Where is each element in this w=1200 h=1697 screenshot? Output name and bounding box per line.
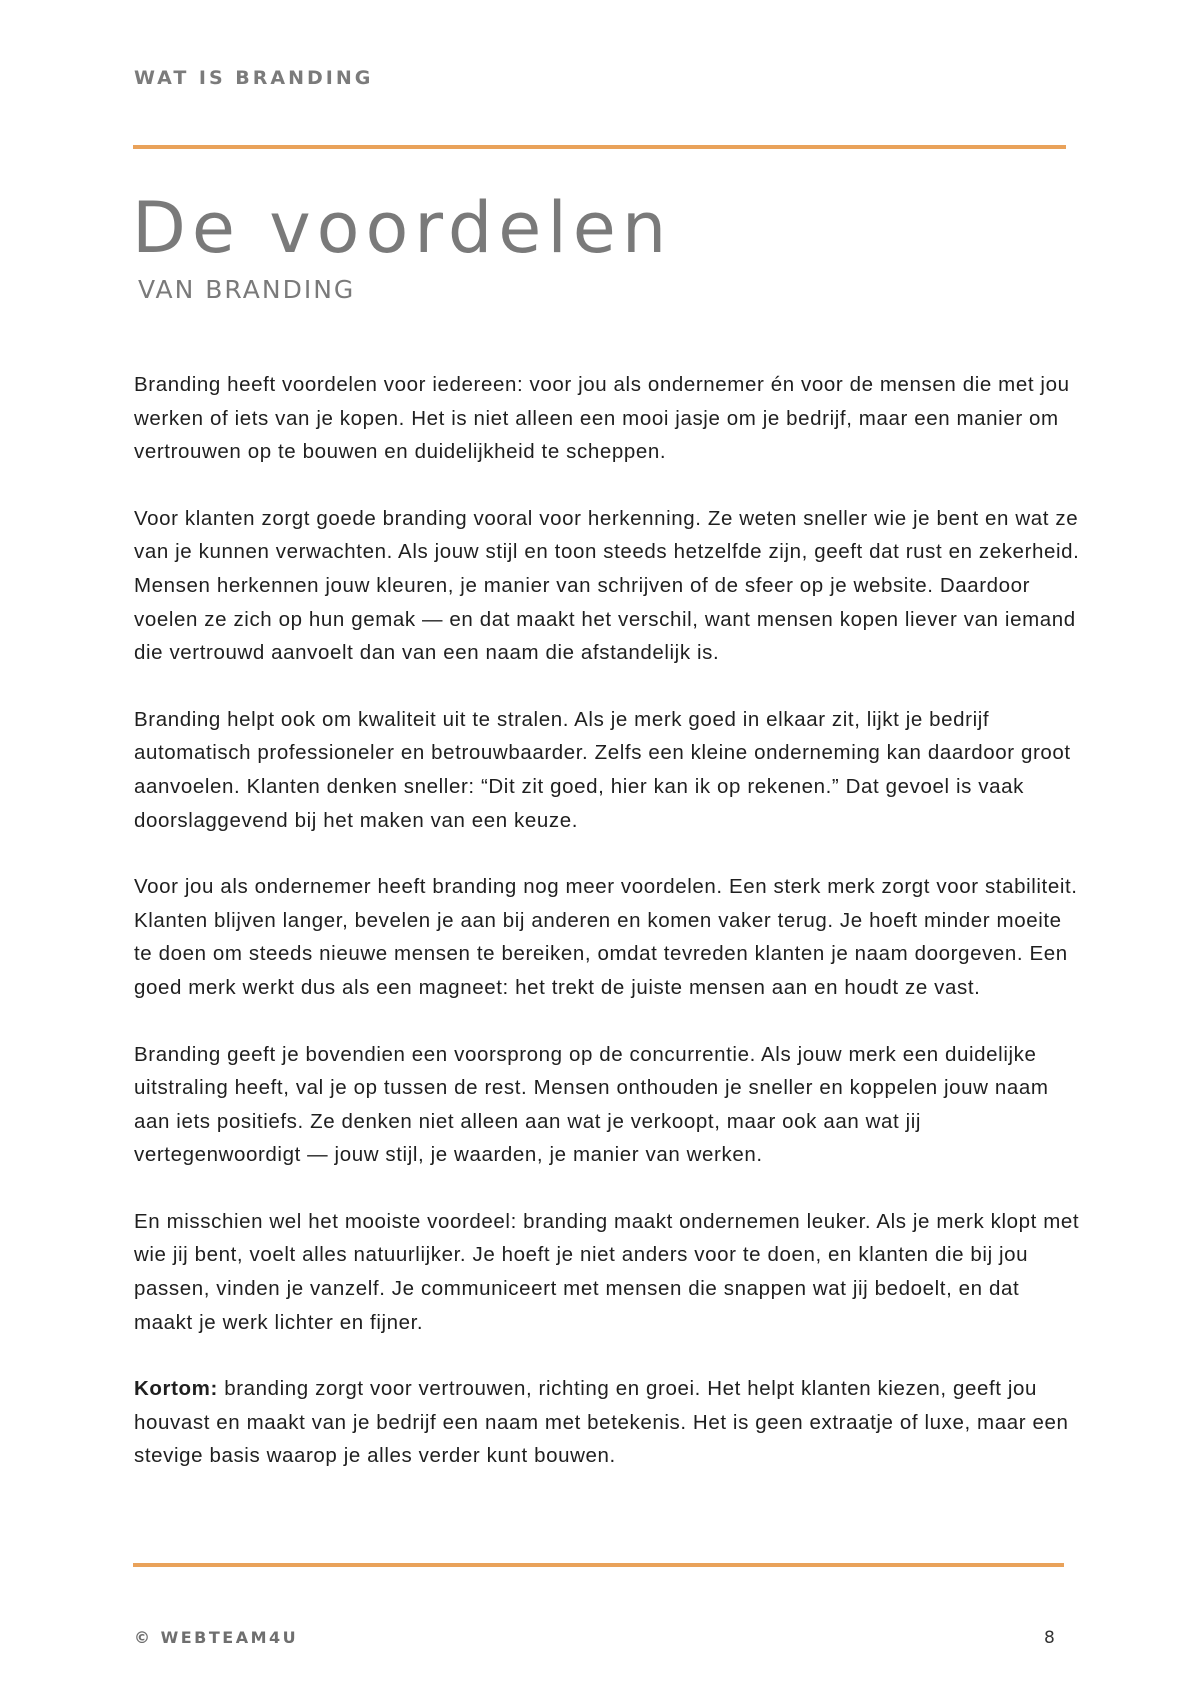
page-title: De voordelen bbox=[132, 187, 673, 269]
paragraph: Branding geeft je bovendien een voorsprong op de concurrentie. Als jouw merk een duidelijke uitstraling heeft, val je op tussen de rest. Mensen onthouden je sneller en koppelen jouw naam aan iets positiefs. Ze denken niet alleen aan wat je verkoopt, maar ook aan wat jij vertegenwoordigt — jouw stijl, je waarden, je manier van werken. bbox=[134, 1042, 1049, 1167]
paragraph: En misschien wel het mooiste voordeel: branding maakt ondernemen leuker. Als je merk klopt met wie jij bent, voelt alles natuurlijker. Je hoeft je niet anders voor te doen, en klanten die bij jou passen, vinden je vanzelf. Je communiceert met mensen die snappen wat jij bedoelt, en dat maakt je werk lichter en fijner. bbox=[134, 1209, 1080, 1334]
paragraph: Branding helpt ook om kwaliteit uit te stralen. Als je merk goed in elkaar zit, lijkt je bedrijf automatisch professioneler en betrouwbaarder. Zelfs een kleine onderneming kan daardoor groot aanvoelen. Klanten denken sneller: “Dit zit goed, hier kan ik op rekenen.” Dat gevoel is vaak doorslaggevend bij het maken van een keuze. bbox=[134, 707, 1071, 832]
body-text bbox=[134, 368, 1084, 1506]
summary-paragraph bbox=[134, 1372, 1084, 1473]
paragraph: Branding heeft voordelen voor iedereen: voor jou als ondernemer én voor de mensen die met jou werken of iets van je kopen. Het is niet alleen een mooi jasje om je bedrijf, maar een manier om vertrouwen op te bouwen en duidelijkheid te scheppen. bbox=[134, 373, 1070, 464]
running-header: WAT IS BRANDING bbox=[134, 67, 374, 89]
summary-text: branding zorgt voor vertrouwen, richting en groei. Het helpt klanten kiezen, geeft jou houvast en maakt van je bedrijf een naam met betekenis. Het is geen extraatje of luxe, maar een stevige basis waarop je alles verder kunt bouwen. bbox=[134, 1377, 1069, 1468]
paragraph: Voor jou als ondernemer heeft branding nog meer voordelen. Een sterk merk zorgt voor stabiliteit. Klanten blijven langer, bevelen je aan bij anderen en komen vaker terug. Je hoeft minder moeite te doen om steeds nieuwe mensen te bereiken, omdat tevreden klanten je naam doorgeven. Een goed merk werkt dus als een magneet: het trekt de juiste mensen aan en houdt ze vast. bbox=[134, 875, 1078, 999]
summary-lead: Kortom: bbox=[134, 1377, 218, 1401]
footer-copyright: © WEBTEAM4U bbox=[134, 1628, 299, 1647]
top-divider bbox=[133, 145, 1066, 149]
page-subtitle: VAN BRANDING bbox=[138, 275, 356, 304]
paragraph: Voor klanten zorgt goede branding vooral voor herkenning. Ze weten sneller wie je bent en wat ze van je kunnen verwachten. Als jouw stijl en toon steeds hetzelfde zijn, geeft dat rust en zekerheid. Mensen herkennen jouw kleuren, je manier van schrijven of de sfeer op je website. Daardoor voelen ze zich op hun gemak — en dat maakt het verschil, want mensen kopen liever van iemand die vertrouwd aanvoelt dan van een naam die afstandelijk is. bbox=[134, 506, 1080, 665]
bottom-divider bbox=[133, 1563, 1064, 1567]
page-number: 8 bbox=[1044, 1628, 1055, 1648]
